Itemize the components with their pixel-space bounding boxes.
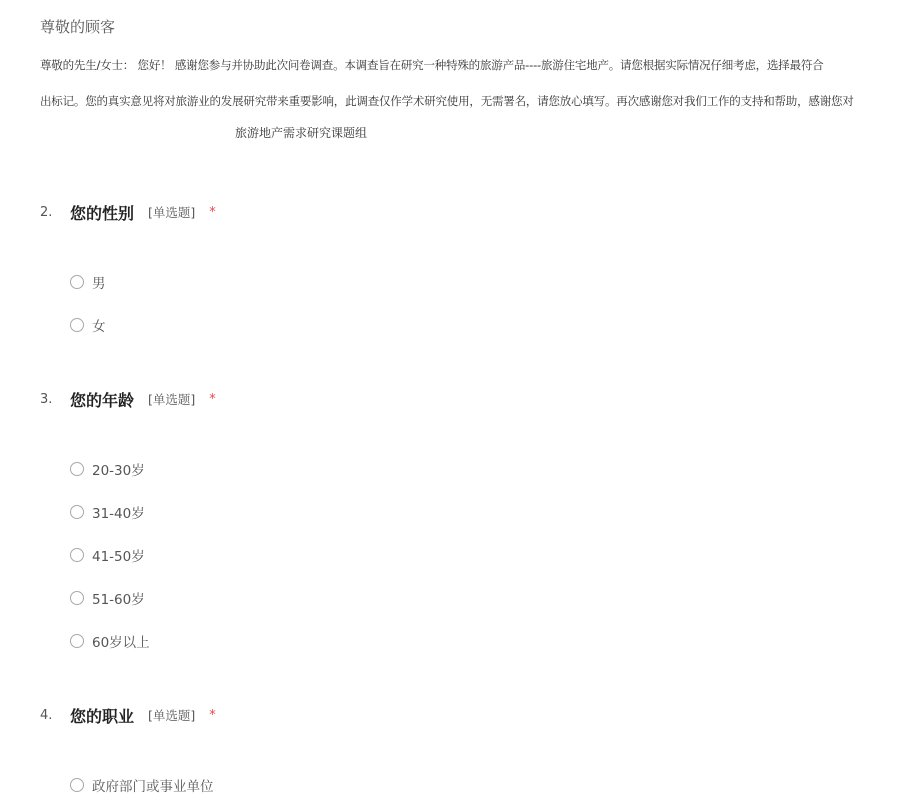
radio-button[interactable] (70, 548, 84, 562)
required-marker: * (209, 204, 216, 220)
question-number: 2. (40, 204, 53, 220)
question-type-label: [单选题] (148, 205, 196, 220)
question-title: 您的性别 (70, 203, 135, 223)
option-label: 51-60岁 (92, 592, 145, 608)
intro-title: 尊敬的顾客 (40, 18, 116, 36)
radio-button[interactable] (70, 275, 84, 289)
required-marker: * (209, 707, 216, 723)
question-age (40, 387, 216, 411)
question-title: 您的年龄 (70, 390, 135, 410)
required-marker: * (209, 391, 216, 407)
question-title: 您的职业 (70, 706, 135, 726)
radio-button[interactable] (70, 634, 84, 648)
radio-button[interactable] (70, 778, 84, 792)
option-age-41-50[interactable] (70, 545, 145, 565)
option-label: 政府部门或事业单位 (92, 779, 214, 795)
option-age-31-40[interactable] (70, 502, 145, 522)
radio-button[interactable] (70, 462, 84, 476)
option-occupation-government[interactable] (70, 775, 214, 795)
question-occupation (40, 703, 216, 727)
option-gender-female[interactable] (70, 315, 106, 335)
radio-button[interactable] (70, 505, 84, 519)
question-number: 3. (40, 391, 53, 407)
option-age-20-30[interactable] (70, 459, 145, 479)
option-age-51-60[interactable] (70, 588, 145, 608)
intro-signature: 旅游地产需求研究课题组 (235, 126, 368, 140)
question-type-label: [单选题] (148, 708, 196, 723)
option-label: 31-40岁 (92, 506, 145, 522)
option-gender-male[interactable] (70, 272, 106, 292)
intro-text-line-1: 尊敬的先生/女士： 您好！ 感谢您参与并协助此次问卷调查。本调查旨在研究一种特殊的旅游产品----旅游住宅地产。请您根据实际情况仔细考虑，选择最符合 (40, 58, 824, 72)
question-type-label: [单选题] (148, 392, 196, 407)
option-age-60-plus[interactable] (70, 631, 150, 651)
option-label: 20-30岁 (92, 463, 145, 479)
intro-text-line-2: 出标记。您的真实意见将对旅游业的发展研究带来重要影响，此调查仅作学术研究使用，无需署名，请您放心填写。再次感谢您对我们工作的支持和帮助，感谢您对 (40, 94, 854, 108)
radio-button[interactable] (70, 318, 84, 332)
option-label: 女 (92, 319, 106, 335)
option-label: 60岁以上 (92, 635, 150, 651)
question-number: 4. (40, 707, 53, 723)
option-label: 41-50岁 (92, 549, 145, 565)
question-gender (40, 200, 216, 224)
option-label: 男 (92, 276, 106, 292)
radio-button[interactable] (70, 591, 84, 605)
